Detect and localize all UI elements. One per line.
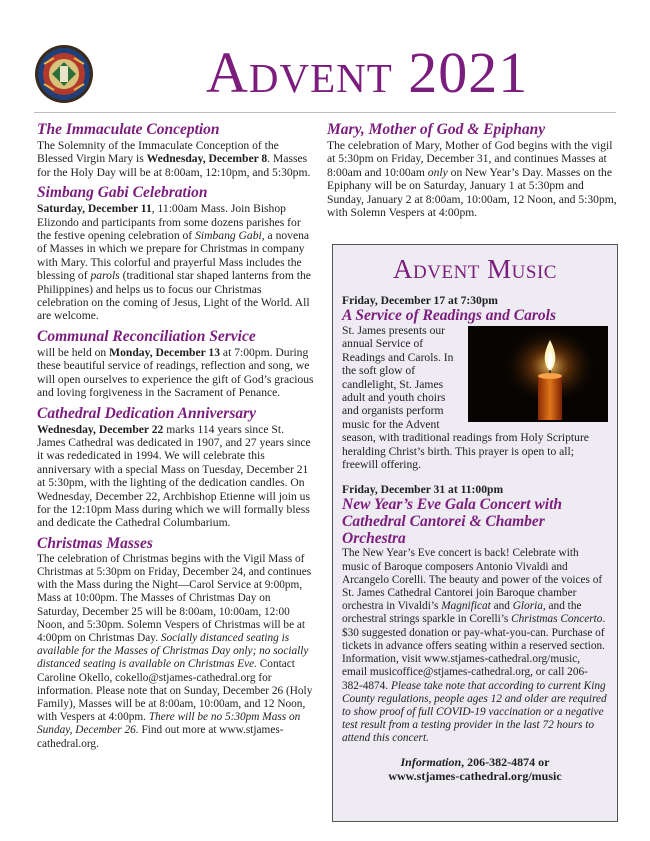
section-body: The celebration of Christmas begins with the Vigil Mass of Christmas at 5:30pm on Friday, December 24, and continues with the Mass during the Night—Carol Service at 9:00pm, Mass at 10:00pm. The Masses of Christmas Day on Saturday, December 25 will be 8:00am, 10:00am, 12:00 Noon, and 5:30pm. Solemn Vespers of Christmas will be at 4:00pm on Christmas Day. Socially distanced seating is available for the Masses of Christmas Day only; no socially distanced seating is available on Christmas Eve. Contact Caroline Okello, cokello@stjames-cathedral.org for information. Please note that on Sunday, December 26 (Holy Family), Masses will be at 8:00am, 10:00am, and 12 Noon, with Vespers at 4:00pm. There will be no 5:30pm Mass on Sunday, December 26. Find out more at www.stjames-cathedral.org. (37, 552, 313, 750)
section-heading: The Immaculate Conception (37, 121, 220, 138)
right-column (327, 121, 619, 224)
event-title: New Year’s Eve Gala Concert with Cathedral Cantorei & Chamber Orchestra (342, 496, 563, 548)
event-description: St. James presents our annual Service of Readings and Carols. In the soft glow of candlelight, St. James adult and youth choirs and organists perform music for the Advent season, with traditional readings from Holy Scripture heralding Christ’s birth. This prayer is open to all; freewill offering. (342, 324, 589, 472)
section-heading: Cathedral Dedication Anniversary (37, 404, 257, 422)
event-title: A Service of Readings and Carols (342, 307, 557, 324)
candle-image (468, 326, 608, 422)
section-body: Saturday, December 11, 11:00am Mass. Join Bishop Elizondo and participants from some dozens parishes for the festive opening celebration of Simbang Gabi, a novena of Masses in which we prepare for Christmas in company with Mary. This colorful and prayerful Mass includes the blessing of parols (traditional star shaped lanterns from the Philippines) and helps us to focus our Christmas celebration on the coming of Jesus, Light of the World. All are welcome. (37, 202, 311, 323)
section-body: Wednesday, December 22 marks 114 years since St. James Cathedral was dedicated in 1907, and 27 years since it was rededicated in 1994. We will celebrate this anniversary with a special Mass on Tuesday, December 21 at 5:30pm, with the lighting of the dedication candles. On Wednesday, December 22, Archbishop Etienne will join us for the 12:10pm Mass during which we will formally bless and dedicate the Cathedral Columbarium. (37, 422, 311, 530)
section-heading: Mary, Mother of God & Epiphany (327, 121, 546, 138)
section-body: The celebration of Mary, Mother of God begins with the vigil at 5:30pm on Friday, December 31, and continues Masses at 8:00am and 10:00am only on New Year’s Day. Masses on the Epiphany will be on Saturday, January 1 at 5:30pm and Sunday, January 2 at 8:00am, 10:00am, 12 Noon, and 5:30pm, with Solemn Vespers at 4:00pm. (327, 139, 617, 220)
event-readings-carols (342, 294, 608, 471)
left-column (37, 121, 314, 756)
advent-music-title: Advent Music (393, 254, 557, 284)
event-date: Friday, December 31 at 11:00pm (342, 483, 504, 497)
section-heading: Communal Reconciliation Service (37, 327, 256, 345)
section-body: will be held on Monday, December 13 at 7:00pm. During these beautiful service of readings, reflection and song, we will open ourselves to experience the gift of God’s gracious and loving forgiveness in the Sacrament of Penance. (37, 345, 314, 400)
section-mary-mother-of-god (327, 121, 619, 219)
event-new-years-eve-concert (342, 483, 608, 745)
information-footer: Information, 206-382-4874 or www.stjames-cathedral.org/music (388, 754, 562, 783)
section-heading: Simbang Gabi Celebration (37, 184, 208, 202)
page-title: Advent 2021 (206, 40, 529, 105)
section-dedication-anniversary (37, 405, 314, 530)
section-heading: Christmas Masses (37, 534, 153, 552)
cathedral-seal-logo (34, 44, 94, 104)
section-immaculate-conception (37, 121, 314, 179)
section-reconciliation (37, 328, 314, 400)
event-description: The New Year’s Eve concert is back! Celebrate with music of Baroque composers Antonio Vivaldi and Arcangelo Corelli. The beauty and power of the voices of St. James Cathedral Cantorei join Baroque chamber orchestra in Vivaldi’s Magnificat and Gloria, and the orchestral strings sparkle in Corelli’s Christmas Concerto. $30 suggested donation or pay-what-you-can. Purchase of tickets in advance offers seating within a reserved section. Information, visit www.stjames-cathedral.org/music, email musicoffice@stjames-cathedral.org, or call 206-382-4874. Please take note that according to current King County regulations, people ages 12 and older are required to show proof of full COVID-19 vaccination or a negative test result from a testing provider in the last 72 hours to attend this concert. (342, 547, 607, 745)
section-body: The Solemnity of the Immaculate Conception of the Blessed Virgin Mary is Wednesday, December 8. Masses for the Holy Day will be at 8:00am, 12:10pm, and 5:30pm. (37, 139, 311, 179)
advent-music-box (332, 244, 618, 822)
event-date: Friday, December 17 at 7:30pm (342, 294, 498, 307)
section-christmas-masses (37, 535, 314, 751)
music-website-link[interactable]: www.stjames-cathedral.org/music (388, 768, 562, 783)
header-divider (34, 112, 616, 113)
section-simbang-gabi (37, 184, 314, 323)
